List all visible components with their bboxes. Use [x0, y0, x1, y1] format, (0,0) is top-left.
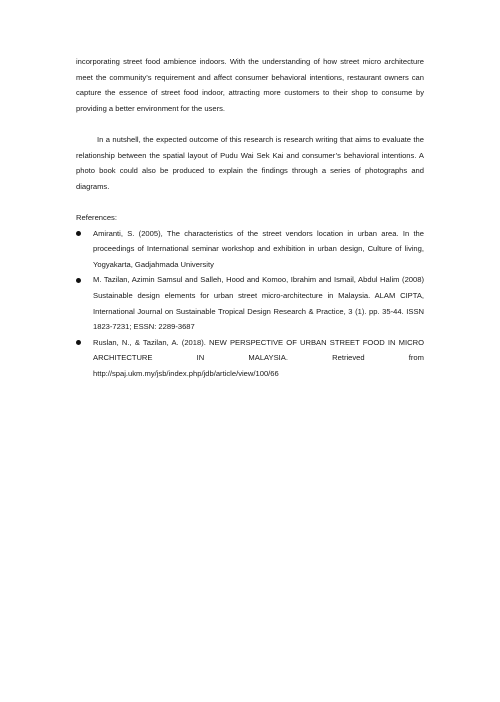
reference-text: M. Tazilan, Azimin Samsul and Salleh, Hood and Komoo, Ibrahim and Ismail, Abdul Halim (2008) Sustainable design elements for urban street micro-architecture in Malaysia. ALAM CIPTA, International Journal on Sustainable Tropical Design Research & Practice, 3 (1). pp. 35-44. ISSN 1823-7231; ESSN: 2289-3687 — [93, 275, 424, 332]
reference-text: Amiranti, S. (2005), The characteristics of the street vendors location in urban area. In the proceedings of International seminar workshop and exhibition in urban design, Culture of living, Yogyakarta, Gadjahmada University — [93, 228, 424, 269]
bullet-icon — [76, 231, 81, 236]
reference-item — [76, 335, 424, 382]
paragraph-spacer — [76, 116, 424, 132]
bullet-icon — [76, 340, 81, 345]
references-heading: References: — [76, 212, 117, 222]
body-paragraph: In a nutshell, the expected outcome of this research is research writing that aims to evaluate the relationship between the spatial layout of Pudu Wai Sek Kai and consumer’s behavioral intentions. A photo book could also be produced to explain the findings through a series of photographs and diagrams. — [76, 134, 424, 191]
body-paragraph: incorporating street food ambience indoors. With the understanding of how street micro architecture meet the community’s requirement and affect consumer behavioral intentions, restaurant owners can capture the essence of street food indoor, attracting more customers to their shop to consume by providing a better environment for the users. — [76, 57, 424, 113]
reference-item — [76, 226, 424, 273]
bullet-icon — [76, 278, 81, 283]
reference-url: http://spaj.ukm.my/jsb/index.php/jdb/article/view/100/66 — [93, 368, 279, 378]
paragraph-spacer — [76, 194, 424, 210]
reference-list — [76, 226, 424, 382]
document-page — [76, 54, 424, 381]
reference-item — [76, 272, 424, 334]
reference-text: Ruslan, N., & Tazilan, A. (2018). NEW PERSPECTIVE OF URBAN STREET FOOD IN MICRO ARCHITECTURE IN MALAYSIA. Retrieved from — [93, 337, 424, 363]
